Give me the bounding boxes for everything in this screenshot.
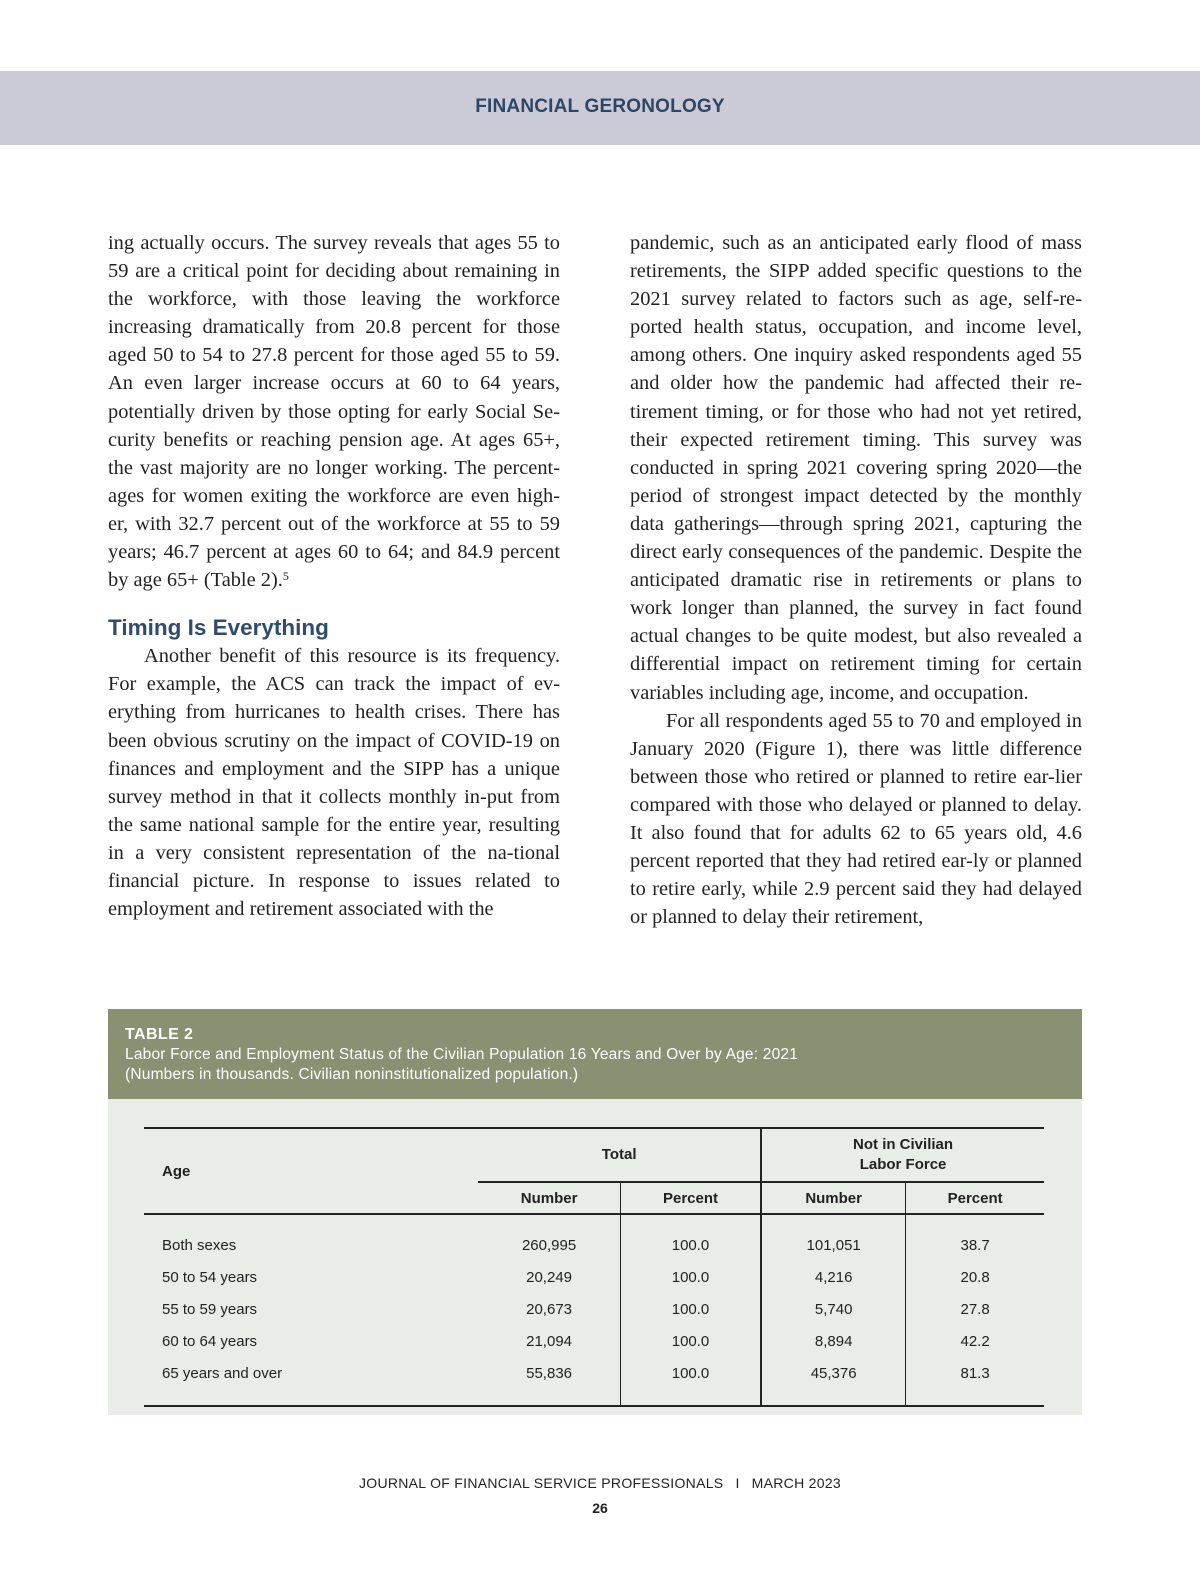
cell-age: 65 years and over: [162, 1365, 283, 1383]
cell-total-percent: 100.0: [620, 1261, 761, 1293]
paragraph: Another benefit of this resource is its frequency. For example, the ACS can track the impact of ev-erything from hurricanes to health crises. There has been obvious scrutiny on the impact of COVID-19 on finances and employment and the SIPP has a unique survey method in that it collects monthly in-put from the same national sample for the entire year, resulting in a very consistent representation of the na-tional financial picture. In response to issues related to employment and retirement associated with the: [108, 645, 560, 921]
column-header-total-number: Number: [478, 1182, 620, 1214]
table-2-box: [108, 1009, 1082, 1415]
cell-nilf-percent: 81.3: [906, 1358, 1044, 1390]
footnote-ref[interactable]: 5: [282, 569, 289, 584]
cell-nilf-number: 45,376: [761, 1358, 906, 1390]
cell-total-percent: 100.0: [620, 1293, 761, 1325]
column-header-age: Age: [144, 1128, 478, 1214]
cell-nilf-percent: 20.8: [906, 1261, 1044, 1293]
column-header-nilf-percent: Percent: [906, 1182, 1044, 1214]
table-note: (Numbers in thousands. Civilian noninstitutionalized population.): [125, 1066, 579, 1083]
table-header-band: [108, 1009, 1082, 1099]
cell-age: 50 to 54 years: [162, 1268, 258, 1286]
cell-total-number: 20,249: [526, 1268, 573, 1286]
journal-name: JOURNAL OF FINANCIAL SERVICE PROFESSIONALS: [358, 1475, 724, 1491]
data-table: [144, 1127, 1044, 1407]
table-row: [144, 1261, 1044, 1293]
cell-age: 55 to 59 years: [162, 1300, 258, 1318]
running-header-title: FINANCIAL GERONOLOGY: [475, 96, 725, 117]
cell-age: 60 to 64 years: [162, 1333, 258, 1351]
cell-nilf-number: 8,894: [761, 1326, 906, 1358]
footer: [0, 1475, 1200, 1491]
section-heading: Timing Is Everything: [108, 615, 329, 641]
cell-total-percent: 100.0: [620, 1326, 761, 1358]
paragraph: pandemic, such as an anticipated early flood of mass retirements, the SIPP added specific questions to the 2021 survey related to factors such as age, self-re-ported health status, occupation, and income level, among others. One inquiry asked respondents aged 55 and older how the pandemic had affected their re-tirement timing, or for those who had not yet retired, their expected retirement timing. This survey was conducted in spring 2021 covering spring 2020—the period of strongest impact detected by the monthly data gatherings—through spring 2021, capturing the direct early consequences of the pandemic. Despite the anticipated dramatic rise in retirements or plans to work longer than planned, the survey in fact found actual changes to be quite modest, but also revealed a differential impact on retirement timing for certain variables including age, income, and occupation.: [630, 232, 1082, 704]
table-label: TABLE 2: [125, 1026, 194, 1043]
column-header-nilf-number: Number: [761, 1182, 906, 1214]
cell-total-percent: 100.0: [620, 1358, 761, 1390]
cell-total-number: 260,995: [521, 1236, 577, 1254]
column-group-total: Total: [478, 1128, 761, 1182]
cell-total-number: 20,673: [526, 1300, 573, 1318]
table-row: [144, 1293, 1044, 1325]
group-label-line2: Labor Force: [859, 1156, 947, 1173]
cell-nilf-percent: 38.7: [906, 1229, 1044, 1261]
footer-separator: I: [735, 1475, 740, 1491]
issue-date: MARCH 2023: [751, 1475, 842, 1491]
cell-nilf-number: 4,216: [761, 1261, 906, 1293]
cell-nilf-number: 101,051: [761, 1229, 906, 1261]
left-column: [108, 229, 560, 923]
group-label-line1: Not in Civilian: [853, 1136, 954, 1153]
cell-total-number: 55,836: [526, 1365, 573, 1383]
cell-nilf-percent: 42.2: [906, 1326, 1044, 1358]
right-column: [630, 229, 1082, 931]
table-row: [144, 1229, 1044, 1261]
paragraph-text: ing actually occurs. The survey reveals that ages 55 to 59 are a critical point for deciding about remaining in the workforce, with those leaving the workforce increasing dramatically from 20.8 percent for those aged 50 to 54 to 27.8 percent for those aged 55 to 59. An even larger increase occurs at 60 to 64 years, potentially driven by those opting for early Social Se-curity benefits or reaching pension age. At ages 65+, the vast majority are no longer working. The percent-ages for women exiting the workforce are even high-er, with 32.7 percent out of the workforce at 55 to 59 years; 46.7 percent at ages 60 to 64; and 84.9 percent by age 65+ (Table 2).: [108, 232, 560, 592]
column-group-not-in-labor-force: [761, 1128, 1044, 1182]
cell-nilf-percent: 27.8: [906, 1293, 1044, 1325]
table-row: [144, 1358, 1044, 1390]
cell-nilf-number: 5,740: [761, 1293, 906, 1325]
table-row: [144, 1326, 1044, 1358]
cell-total-percent: 100.0: [620, 1229, 761, 1261]
column-header-total-percent: Percent: [620, 1182, 761, 1214]
table-title: Labor Force and Employment Status of the Civilian Population 16 Years and Over by Age: 2021: [125, 1046, 799, 1063]
paragraph: For all respondents aged 55 to 70 and employed in January 2020 (Figure 1), there was little difference between those who retired or planned to retire ear-lier compared with those who delayed or planned to delay. It also found that for adults 62 to 65 years old, 4.6 percent reported that they had retired ear-ly or planned to retire early, while 2.9 percent said they had delayed or planned to delay their retirement,: [630, 709, 1082, 929]
paragraph: [108, 229, 560, 594]
cell-total-number: 21,094: [526, 1333, 573, 1351]
page-number: 26: [592, 1500, 608, 1516]
cell-age: Both sexes: [162, 1236, 237, 1254]
